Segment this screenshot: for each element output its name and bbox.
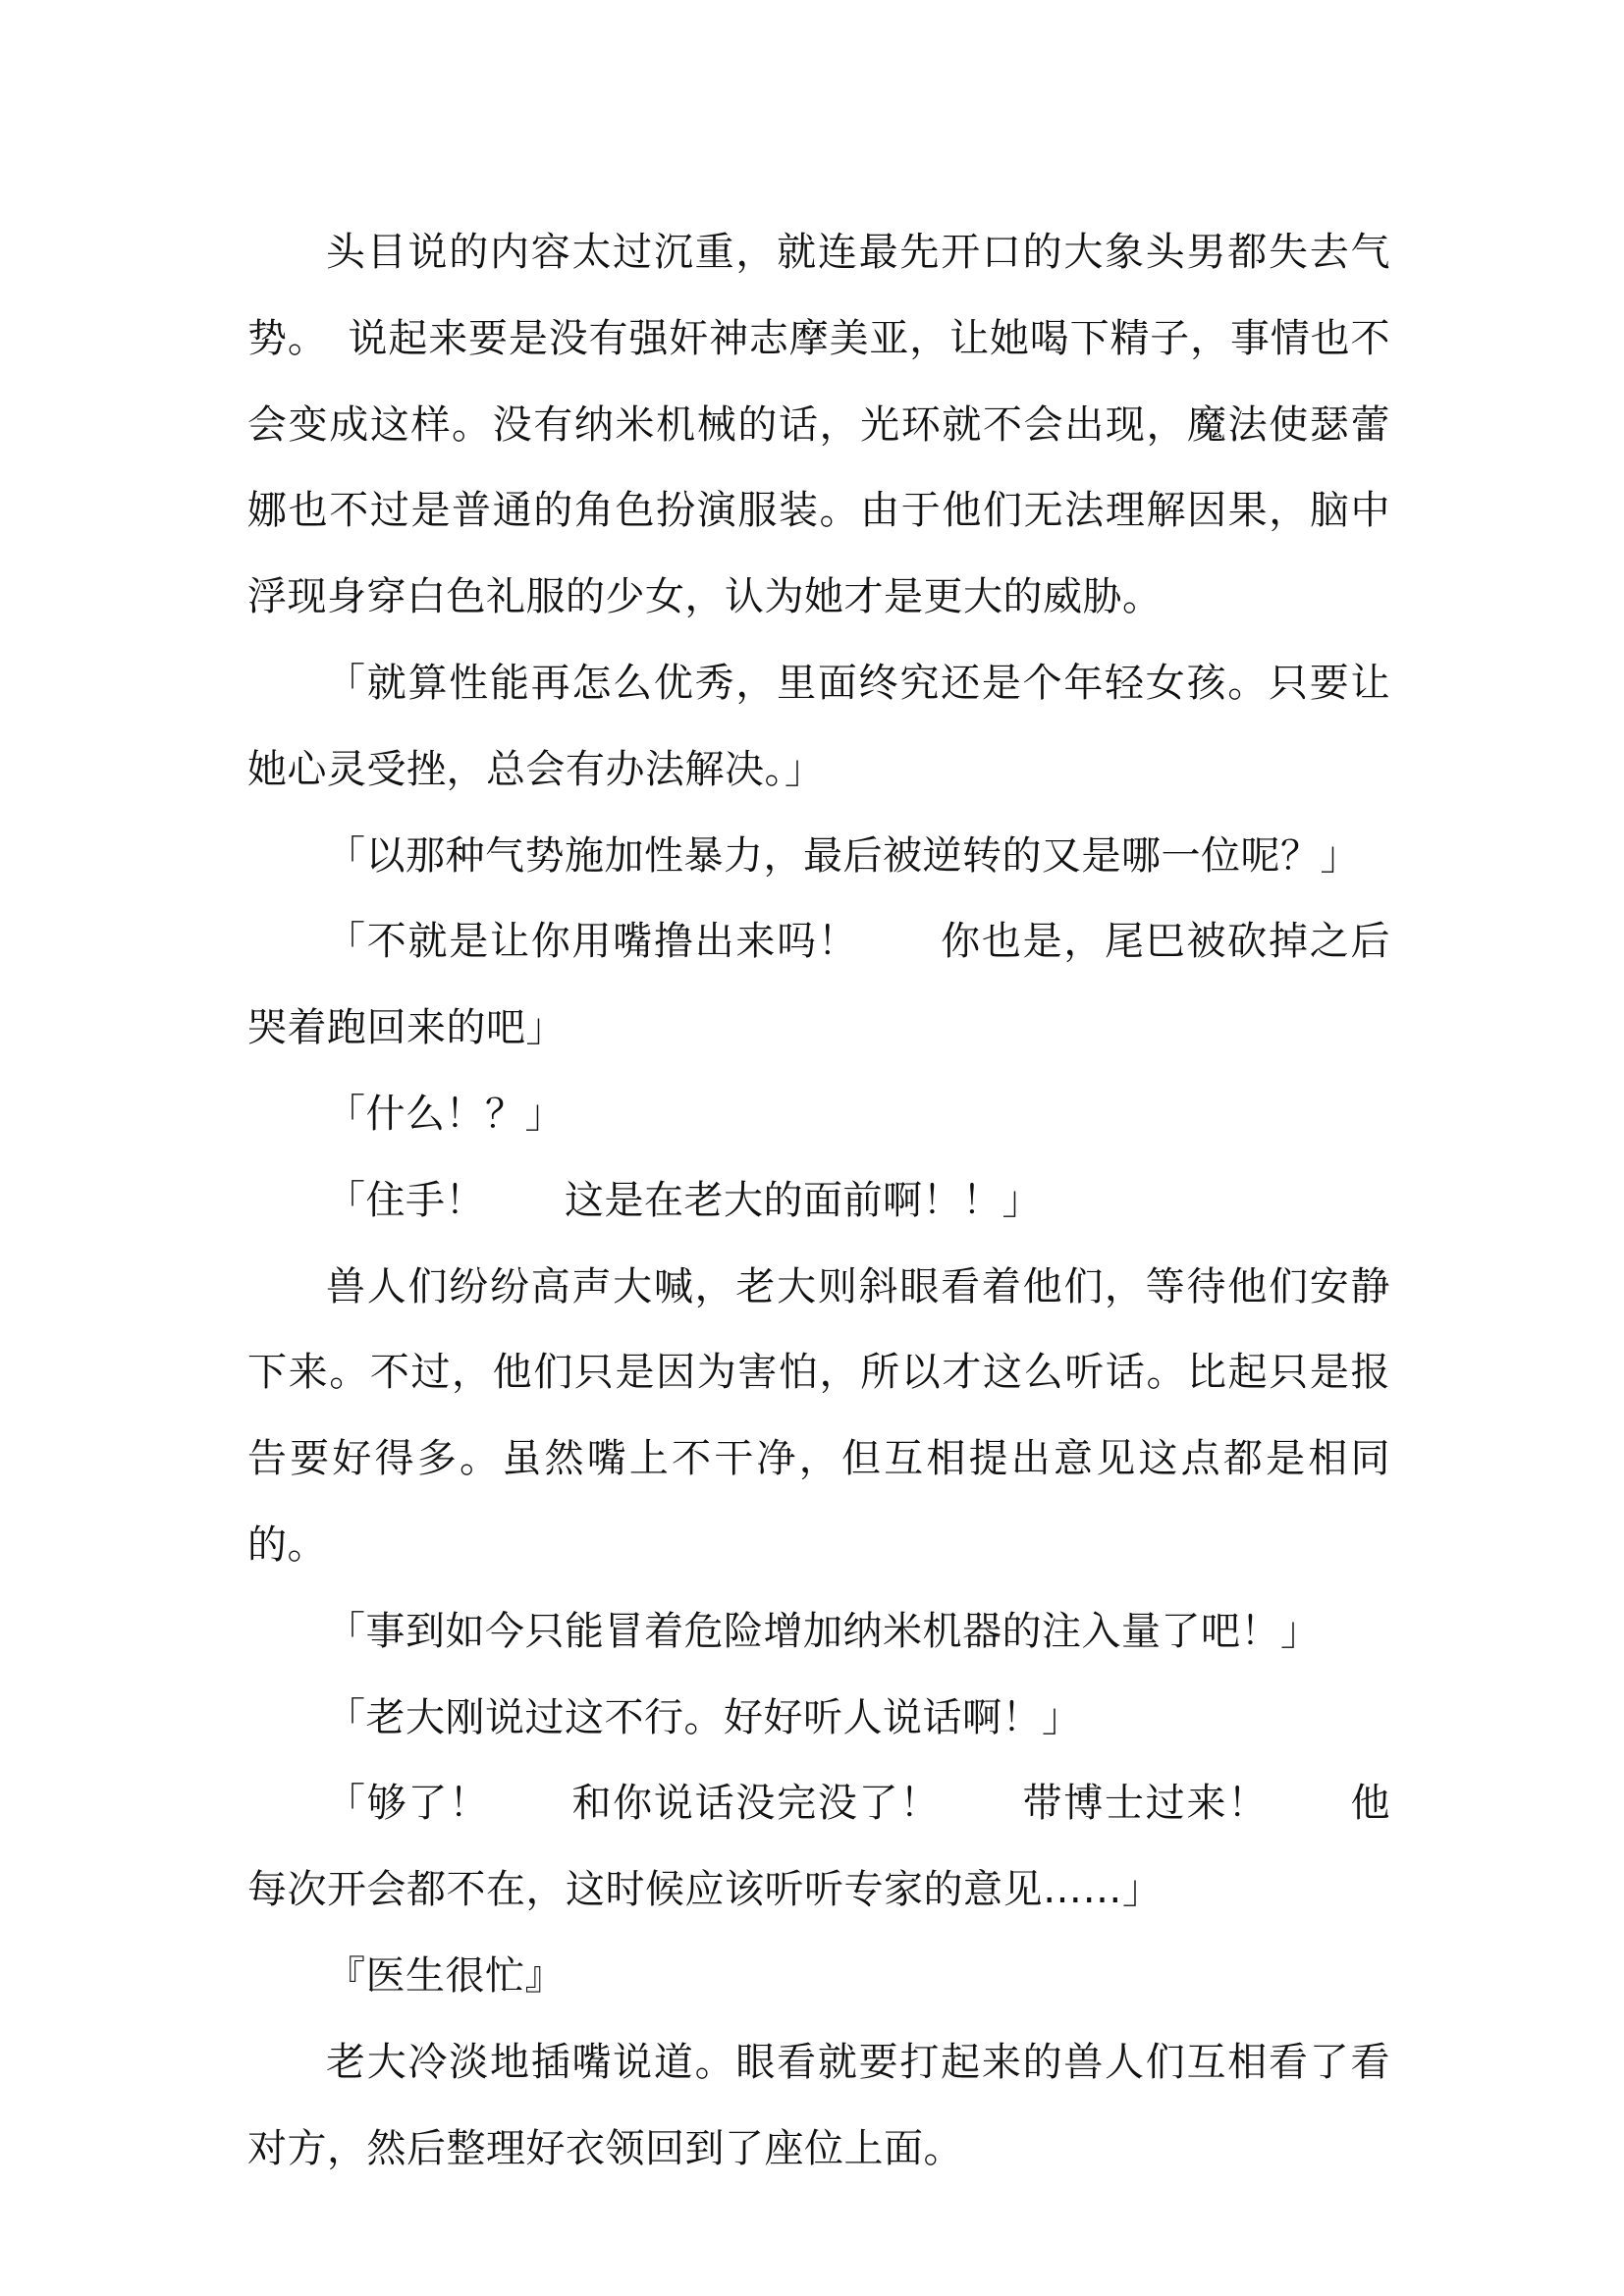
- paragraph-1: 头目说的内容太过沉重，就连最先开口的大象头男都失去气势。 说起来要是没有强奸神志摩美亚，让她喝下精子，事情也不会变成这样。没有纳米机械的话，光环就不会出现，魔法使瑟蕾娜也不过是普通的角色扮演服装。由于他们无法理解因果，脑中浮现身穿白色礼服的少女，认为她才是更大的威胁。: [247, 230, 1390, 620]
- paragraph-4: 「不就是让你用嘴撸出来吗！ 你也是，尾巴被砍掉之后哭着跑回来的吧」: [247, 919, 1390, 1051]
- paragraph-10: 「够了！ 和你说话没完没了！ 带博士过来！ 他每次开会都不在，这时候应该听听专家的意见……」: [247, 1781, 1390, 1913]
- paragraph-8: 「事到如今只能冒着危险增加纳米机器的注入量了吧！」: [326, 1608, 1321, 1654]
- paragraph-11: 『医生很忙』: [326, 1952, 565, 1999]
- paragraph-5: 「什么！？」: [326, 1091, 565, 1137]
- body-text: [247, 210, 1390, 2192]
- paragraph-3: 「以那种气势施加性暴力，最后被逆转的又是哪一位呢？」: [326, 832, 1360, 879]
- paragraph-7: 兽人们纷纷高声大喊，老大则斜眼看着他们，等待他们安静下来。不过，他们只是因为害怕，所以才这么听话。比起只是报告要好得多。虽然嘴上不干净，但互相提出意见这点都是相同的。: [247, 1263, 1390, 1568]
- paragraph-6: 「住手！ 这是在老大的面前啊！！」: [326, 1177, 1042, 1223]
- paragraph-2: 「就算性能再怎么优秀，里面终究还是个年轻女孩。只要让她心灵受挫，总会有办法解决。」: [247, 660, 1390, 792]
- paragraph-9: 「老大刚说过这不行。好好听人说话啊！」: [326, 1694, 1082, 1740]
- paragraph-12: 老大冷淡地插嘴说道。眼看就要打起来的兽人们互相看了看对方，然后整理好衣领回到了座位上面。: [247, 2039, 1390, 2171]
